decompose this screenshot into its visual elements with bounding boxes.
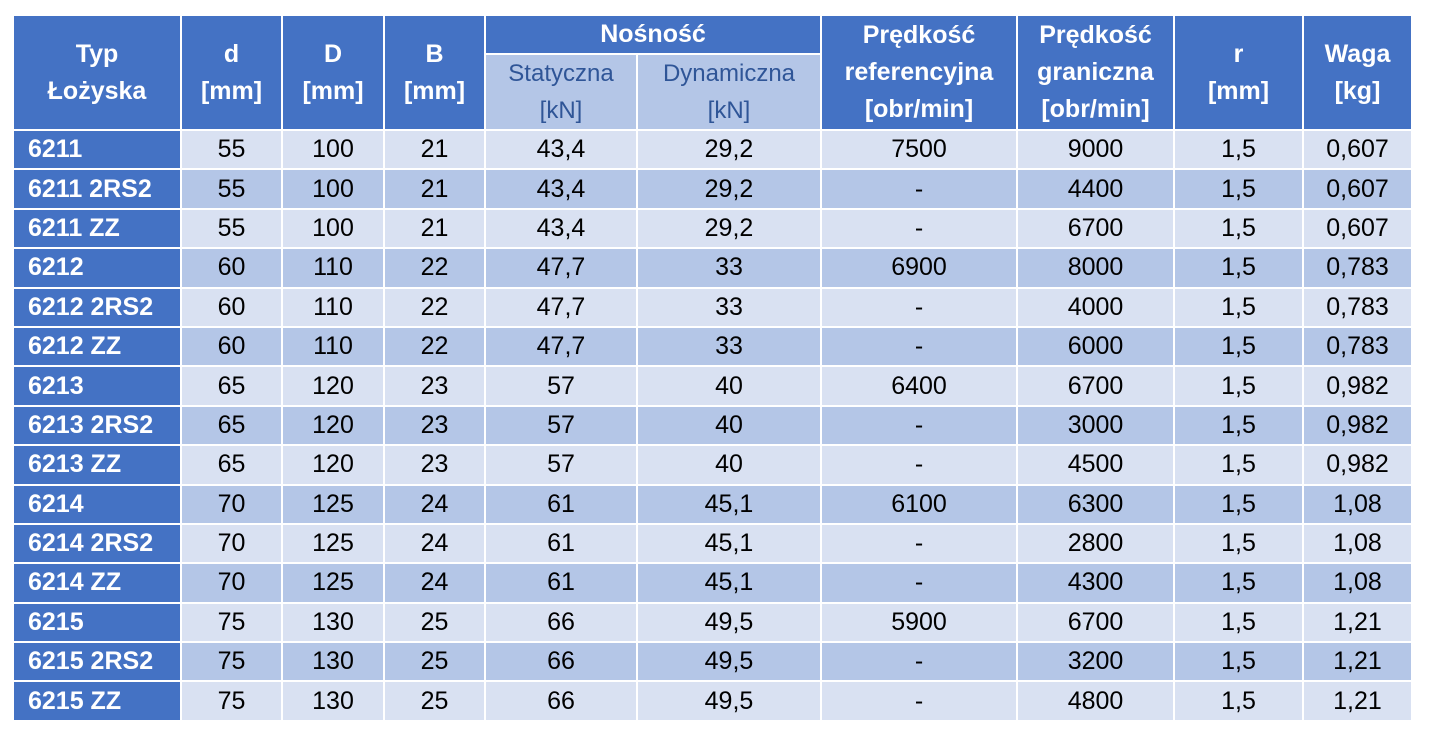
header-typ-line-2: Łożyska [47,76,147,105]
cell-D: 130 [282,642,384,681]
cell-dynamiczna: 49,5 [637,681,821,720]
header-waga-line-1: Waga [1324,39,1391,68]
cell-d: 55 [181,209,282,248]
cell-predkosc-gran: 6300 [1017,485,1174,524]
cell-r: 1,5 [1174,642,1303,681]
cell-r: 1,5 [1174,327,1303,366]
table-row [13,248,1412,287]
cell-typ: 6211 [13,130,181,169]
cell-B: 24 [384,524,485,563]
cell-statyczna: 57 [485,366,637,405]
table-row [13,288,1412,327]
header-r-line-2: [mm] [1207,76,1270,105]
cell-D: 120 [282,366,384,405]
cell-typ: 6211 2RS2 [13,169,181,208]
cell-predkosc-gran: 3000 [1017,406,1174,445]
cell-r: 1,5 [1174,366,1303,405]
table-row [13,130,1412,169]
cell-d: 60 [181,288,282,327]
cell-predkosc-ref: - [821,327,1017,366]
cell-waga: 0,607 [1303,169,1412,208]
header-r [1174,15,1303,130]
cell-r: 1,5 [1174,524,1303,563]
header-statyczna [485,54,637,130]
cell-predkosc-gran: 3200 [1017,642,1174,681]
header-gran-line-2: graniczna [1037,58,1154,86]
cell-D: 130 [282,603,384,642]
cell-waga: 1,21 [1303,681,1412,720]
cell-D: 100 [282,169,384,208]
cell-statyczna: 43,4 [485,169,637,208]
cell-predkosc-gran: 4800 [1017,681,1174,720]
cell-waga: 0,783 [1303,288,1412,327]
cell-dynamiczna: 49,5 [637,642,821,681]
cell-r: 1,5 [1174,169,1303,208]
cell-predkosc-gran: 6000 [1017,327,1174,366]
header-stat-line-1: Statyczna [508,60,614,87]
cell-predkosc-gran: 2800 [1017,524,1174,563]
table-row [13,366,1412,405]
cell-predkosc-ref: - [821,445,1017,484]
cell-d: 75 [181,603,282,642]
cell-predkosc-gran: 9000 [1017,130,1174,169]
cell-typ: 6214 ZZ [13,563,181,602]
cell-d: 75 [181,642,282,681]
table-row [13,681,1412,720]
cell-statyczna: 61 [485,524,637,563]
cell-r: 1,5 [1174,603,1303,642]
cell-r: 1,5 [1174,209,1303,248]
cell-predkosc-ref: 7500 [821,130,1017,169]
cell-D: 110 [282,248,384,287]
cell-dynamiczna: 40 [637,445,821,484]
cell-typ: 6212 2RS2 [13,288,181,327]
cell-r: 1,5 [1174,406,1303,445]
cell-D: 110 [282,327,384,366]
cell-waga: 0,783 [1303,327,1412,366]
header-typ-line-1: Typ [75,39,119,68]
cell-waga: 1,21 [1303,603,1412,642]
table-row [13,327,1412,366]
header-row-1 [13,15,1412,54]
header-ref-line-3: [obr/min] [864,95,974,123]
bearing-spec-table [12,14,1413,722]
cell-B: 25 [384,642,485,681]
cell-D: 125 [282,485,384,524]
header-r-line-1: r [1233,39,1244,68]
cell-dynamiczna: 49,5 [637,603,821,642]
cell-dynamiczna: 29,2 [637,130,821,169]
cell-D: 100 [282,130,384,169]
cell-waga: 0,607 [1303,209,1412,248]
cell-predkosc-gran: 4500 [1017,445,1174,484]
cell-predkosc-ref: - [821,209,1017,248]
cell-r: 1,5 [1174,681,1303,720]
header-dynamiczna [637,54,821,130]
cell-predkosc-ref: - [821,288,1017,327]
header-B-line-1: B [425,39,444,68]
cell-D: 125 [282,563,384,602]
cell-typ: 6215 [13,603,181,642]
cell-statyczna: 43,4 [485,130,637,169]
cell-predkosc-gran: 4000 [1017,288,1174,327]
cell-B: 25 [384,681,485,720]
cell-d: 65 [181,445,282,484]
cell-dynamiczna: 33 [637,327,821,366]
cell-statyczna: 47,7 [485,248,637,287]
cell-waga: 1,08 [1303,485,1412,524]
cell-B: 23 [384,366,485,405]
bearing-spec-table-container [12,14,1411,722]
cell-B: 22 [384,288,485,327]
cell-D: 110 [282,288,384,327]
cell-predkosc-gran: 4400 [1017,169,1174,208]
cell-dynamiczna: 29,2 [637,209,821,248]
cell-B: 22 [384,248,485,287]
cell-dynamiczna: 33 [637,248,821,287]
header-dyn-line-1: Dynamiczna [662,60,796,87]
header-predkosc-graniczna [1017,15,1174,130]
cell-waga: 0,607 [1303,130,1412,169]
cell-r: 1,5 [1174,248,1303,287]
cell-statyczna: 43,4 [485,209,637,248]
cell-waga: 0,982 [1303,406,1412,445]
cell-typ: 6215 2RS2 [13,642,181,681]
cell-predkosc-gran: 8000 [1017,248,1174,287]
cell-statyczna: 66 [485,603,637,642]
cell-d: 55 [181,169,282,208]
header-waga-line-2: [kg] [1334,76,1381,105]
cell-predkosc-ref: 6100 [821,485,1017,524]
header-waga [1303,15,1412,130]
header-nosnosc: Nośność [485,15,821,54]
cell-waga: 1,21 [1303,642,1412,681]
cell-waga: 0,982 [1303,366,1412,405]
header-B [384,15,485,130]
table-row [13,445,1412,484]
header-D-line-2: [mm] [302,76,364,105]
cell-typ: 6213 ZZ [13,445,181,484]
cell-B: 21 [384,169,485,208]
header-d [181,15,282,130]
cell-d: 60 [181,248,282,287]
header-d-line-2: [mm] [200,76,263,105]
cell-dynamiczna: 45,1 [637,563,821,602]
cell-r: 1,5 [1174,563,1303,602]
cell-D: 120 [282,406,384,445]
cell-d: 65 [181,406,282,445]
cell-d: 55 [181,130,282,169]
table-row [13,485,1412,524]
cell-B: 23 [384,445,485,484]
cell-waga: 0,982 [1303,445,1412,484]
cell-statyczna: 57 [485,406,637,445]
cell-statyczna: 66 [485,681,637,720]
table-row [13,209,1412,248]
cell-predkosc-ref: - [821,406,1017,445]
header-predkosc-referencyjna [821,15,1017,130]
table-row [13,563,1412,602]
table-row [13,642,1412,681]
cell-dynamiczna: 40 [637,366,821,405]
table-row [13,169,1412,208]
cell-waga: 1,08 [1303,563,1412,602]
header-stat-line-2: [kN] [539,97,583,124]
cell-predkosc-ref: - [821,681,1017,720]
cell-predkosc-ref: - [821,563,1017,602]
cell-dynamiczna: 45,1 [637,524,821,563]
cell-typ: 6212 ZZ [13,327,181,366]
cell-predkosc-ref: - [821,642,1017,681]
cell-d: 75 [181,681,282,720]
header-typ [13,15,181,130]
cell-r: 1,5 [1174,445,1303,484]
header-D-line-1: D [323,39,343,68]
cell-statyczna: 61 [485,485,637,524]
cell-typ: 6211 ZZ [13,209,181,248]
cell-dynamiczna: 45,1 [637,485,821,524]
header-gran-line-3: [obr/min] [1041,95,1150,123]
cell-predkosc-gran: 4300 [1017,563,1174,602]
cell-d: 70 [181,563,282,602]
cell-typ: 6214 2RS2 [13,524,181,563]
cell-typ: 6212 [13,248,181,287]
cell-B: 23 [384,406,485,445]
cell-predkosc-ref: - [821,169,1017,208]
cell-D: 130 [282,681,384,720]
table-row [13,524,1412,563]
cell-d: 65 [181,366,282,405]
cell-statyczna: 61 [485,563,637,602]
cell-waga: 1,08 [1303,524,1412,563]
cell-typ: 6213 2RS2 [13,406,181,445]
cell-typ: 6214 [13,485,181,524]
cell-D: 120 [282,445,384,484]
cell-statyczna: 66 [485,642,637,681]
cell-statyczna: 47,7 [485,327,637,366]
cell-predkosc-ref: 5900 [821,603,1017,642]
cell-B: 24 [384,485,485,524]
cell-predkosc-ref: 6900 [821,248,1017,287]
cell-predkosc-ref: 6400 [821,366,1017,405]
cell-r: 1,5 [1174,130,1303,169]
cell-dynamiczna: 40 [637,406,821,445]
cell-B: 22 [384,327,485,366]
cell-statyczna: 47,7 [485,288,637,327]
cell-D: 125 [282,524,384,563]
cell-B: 25 [384,603,485,642]
cell-statyczna: 57 [485,445,637,484]
table-body [13,130,1412,721]
cell-d: 70 [181,485,282,524]
header-ref-line-1: Prędkość [862,21,976,49]
cell-waga: 0,783 [1303,248,1412,287]
table-row [13,603,1412,642]
table-row [13,406,1412,445]
cell-B: 21 [384,130,485,169]
header-B-line-2: [mm] [403,76,466,105]
cell-predkosc-gran: 6700 [1017,603,1174,642]
header-d-line-1: d [223,39,240,68]
cell-r: 1,5 [1174,485,1303,524]
cell-typ: 6215 ZZ [13,681,181,720]
table-header [13,15,1412,130]
cell-dynamiczna: 29,2 [637,169,821,208]
cell-D: 100 [282,209,384,248]
header-dyn-line-2: [kN] [707,97,751,124]
cell-B: 21 [384,209,485,248]
cell-r: 1,5 [1174,288,1303,327]
cell-predkosc-ref: - [821,524,1017,563]
cell-d: 70 [181,524,282,563]
cell-B: 24 [384,563,485,602]
cell-dynamiczna: 33 [637,288,821,327]
cell-typ: 6213 [13,366,181,405]
cell-d: 60 [181,327,282,366]
header-D [282,15,384,130]
cell-predkosc-gran: 6700 [1017,366,1174,405]
header-gran-line-1: Prędkość [1039,21,1152,49]
header-ref-line-2: referencyjna [844,58,994,86]
cell-predkosc-gran: 6700 [1017,209,1174,248]
